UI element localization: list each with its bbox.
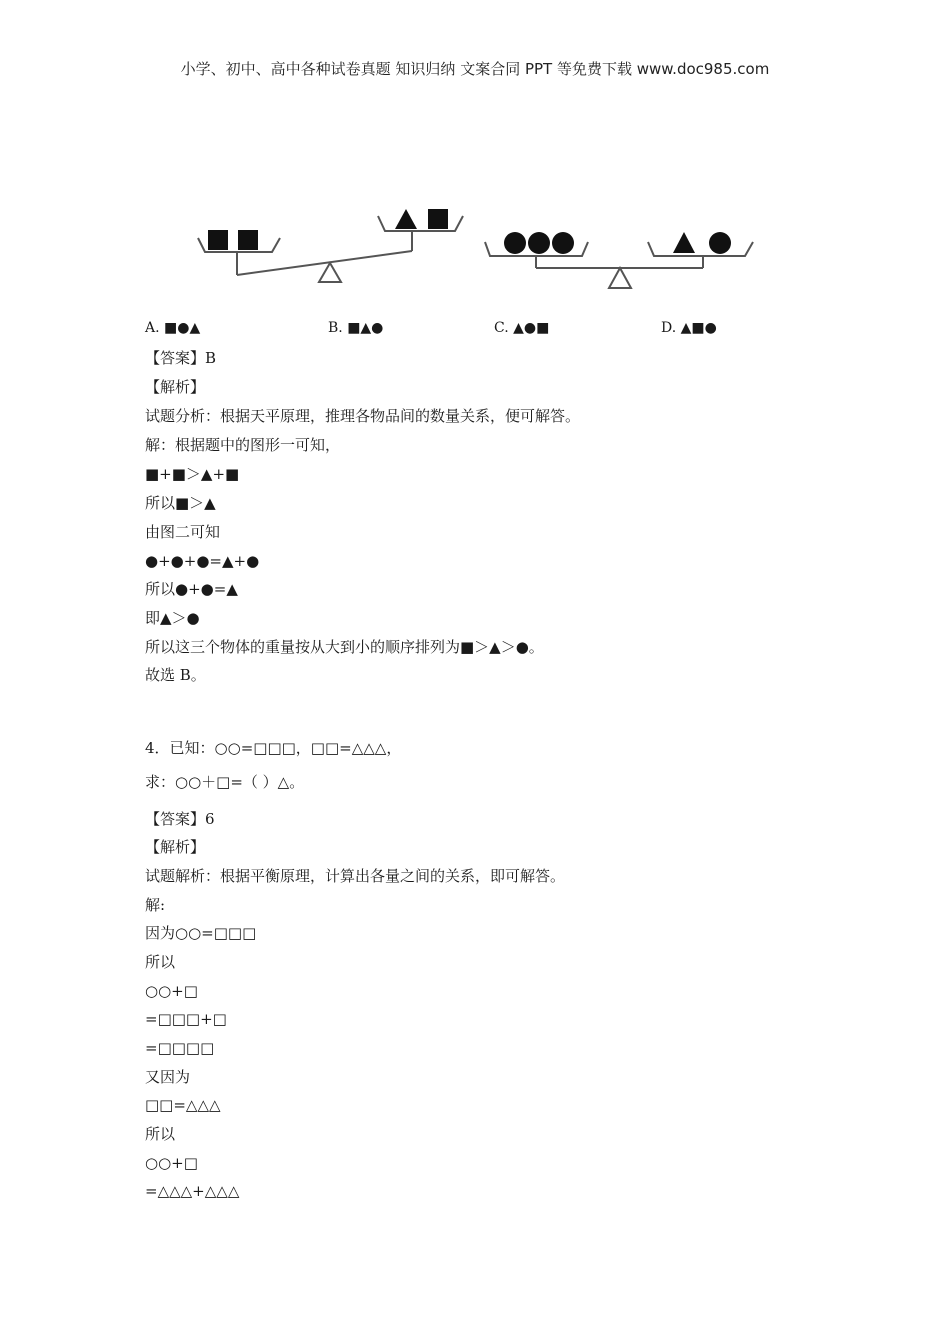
q4-question-line-2: 求：○○＋□=（ ）△。 xyxy=(145,773,305,791)
left-pan-items xyxy=(208,230,258,250)
option-c: C. ▲●■ xyxy=(494,320,550,336)
q3-line: 故选 B。 xyxy=(145,666,206,684)
q4-line: 所以 xyxy=(145,1125,176,1143)
q4-line: =△△△+△△△ xyxy=(145,1182,240,1200)
triangle-icon xyxy=(673,232,695,253)
square-icon xyxy=(428,209,448,229)
q4-line: 又因为 xyxy=(145,1068,191,1086)
circle-icon xyxy=(552,232,574,254)
q3-line: 所以■＞▲ xyxy=(145,494,216,512)
answer-options xyxy=(145,320,785,342)
q3-line: ●+●+●=▲+● xyxy=(145,552,260,570)
right-pan-items xyxy=(395,209,448,229)
option-d: D. ▲■● xyxy=(661,320,717,336)
option-b: B. ■▲● xyxy=(328,320,384,336)
balance-scale-1 xyxy=(198,216,463,282)
fulcrum-triangle-icon xyxy=(609,268,631,288)
q4-line: 试题解析：根据平衡原理，计算出各量之间的关系，即可解答。 xyxy=(145,867,566,885)
q4-answer: 【答案】6 xyxy=(145,810,215,828)
q3-line: 解：根据题中的图形一可知， xyxy=(145,436,341,454)
circle-icon xyxy=(528,232,550,254)
q4-line: =□□□+□ xyxy=(145,1010,227,1028)
q3-line: 由图二可知 xyxy=(145,523,221,541)
balance-scales-figure xyxy=(190,198,760,298)
triangle-icon xyxy=(395,209,417,229)
q3-line: 即▲＞● xyxy=(145,609,200,627)
q4-line: ○○+□ xyxy=(145,982,198,1000)
page-header: 小学、初中、高中各种试卷真题 知识归纳 文案合同 PPT 等免费下载 www.doc985.com xyxy=(180,60,770,78)
right-pan-items-2 xyxy=(673,232,731,254)
q3-line: 所以●+●=▲ xyxy=(145,580,238,598)
circle-icon xyxy=(504,232,526,254)
q4-line: ○○+□ xyxy=(145,1154,198,1172)
q4-line: 解: xyxy=(145,896,166,914)
option-a: A. ■●▲ xyxy=(145,320,201,336)
q3-answer: 【答案】B xyxy=(145,349,217,367)
q3-analysis-title: 【解析】 xyxy=(145,378,206,396)
fulcrum-triangle-icon xyxy=(319,263,341,282)
q4-question-line-1: 4．已知：○○=□□□，□□=△△△， xyxy=(145,739,402,757)
q3-line: 所以这三个物体的重量按从大到小的顺序排列为■＞▲＞●。 xyxy=(145,638,544,656)
q4-analysis-title: 【解析】 xyxy=(145,838,206,856)
q4-line: =□□□□ xyxy=(145,1039,215,1057)
q3-line: ■+■＞▲+■ xyxy=(145,465,240,483)
square-icon xyxy=(208,230,228,250)
circle-icon xyxy=(709,232,731,254)
q4-line: □□=△△△ xyxy=(145,1096,221,1114)
q4-line: 所以 xyxy=(145,953,176,971)
q3-line: 试题分析：根据天平原理，推理各物品间的数量关系，便可解答。 xyxy=(145,407,581,425)
left-pan-items-2 xyxy=(504,232,574,254)
square-icon xyxy=(238,230,258,250)
q4-line: 因为○○=□□□ xyxy=(145,924,257,942)
